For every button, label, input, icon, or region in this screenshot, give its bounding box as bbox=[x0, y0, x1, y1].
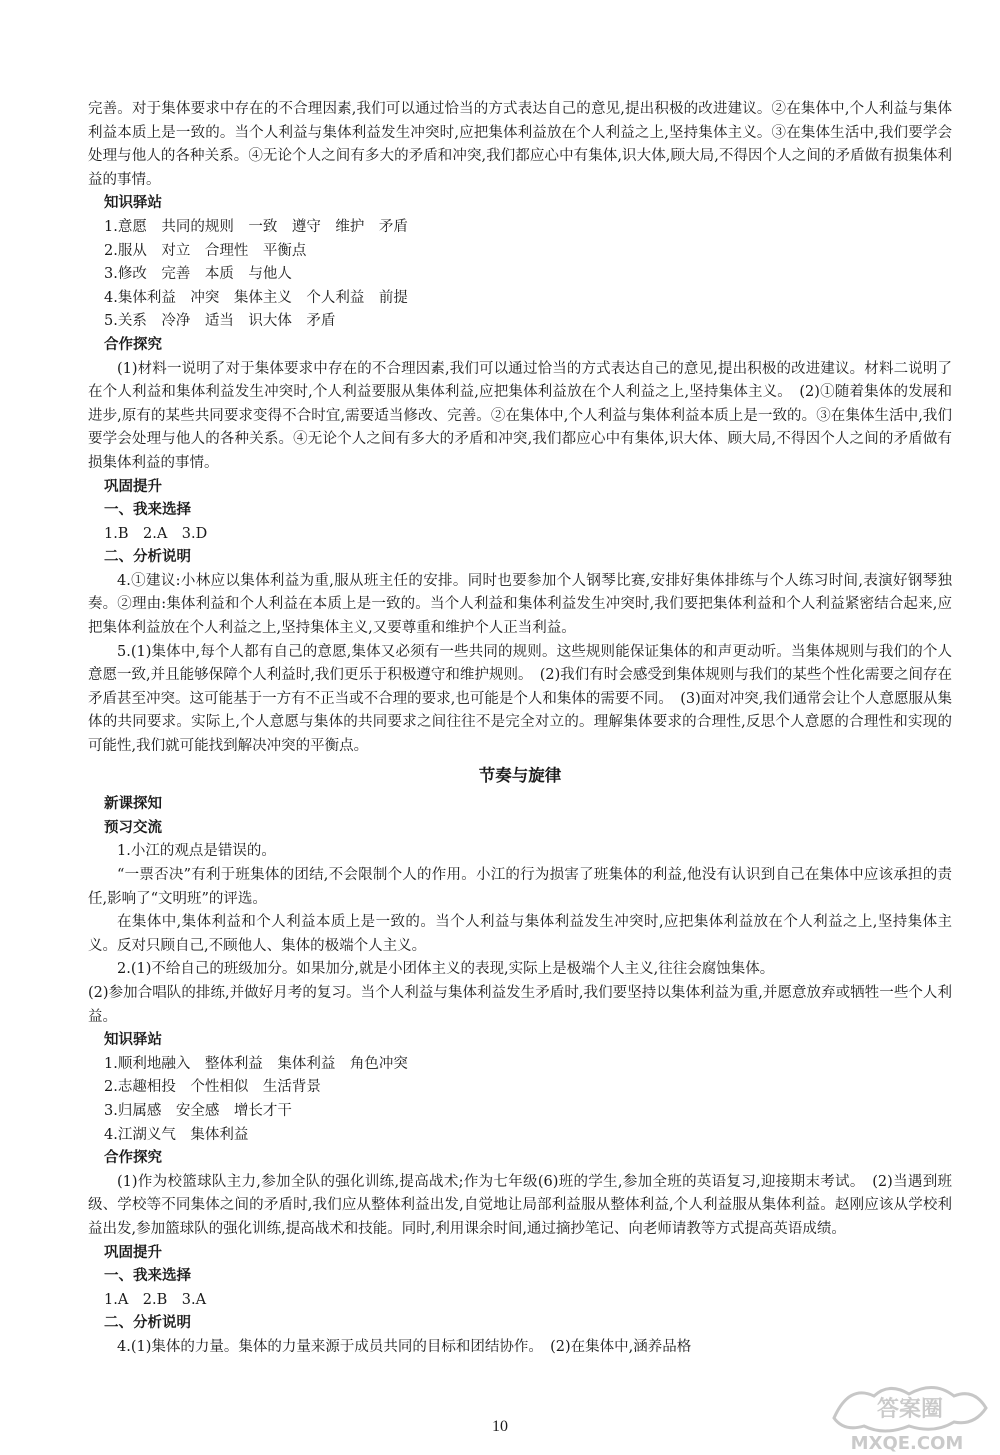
knowledge-item: 3.修改 完善 本质 与他人 bbox=[104, 266, 292, 283]
knowledge-heading: 知识驿站 bbox=[104, 195, 162, 212]
knowledge-item: 2.志趣相投 个性相似 生活背景 bbox=[104, 1079, 321, 1096]
intro-paragraph: 完善。对于集体要求中存在的不合理因素,我们可以通过恰当的方式表达自己的意见,提出积极的改进建议。②在集体中,个人利益与集体利益本质上是一致的。当个人利益与集体利益发生冲突时,应把集体利益放在个人利益之上,坚持集体主义。③在集体生活中,我们要学会处理与他人的各种关系。④无论个人之间有多大的矛盾和冲突,我们都应心中有集体,识大体,顾大局,不得因个人之间的矛盾做有损集体利益的事情。 bbox=[88, 101, 952, 188]
knowledge-item: 3.归属感 安全感 增长才干 bbox=[104, 1102, 292, 1119]
cooperation-heading: 合作探究 bbox=[104, 336, 162, 353]
knowledge-item: 1.顺利地融入 整体利益 集体利益 角色冲突 bbox=[104, 1055, 408, 1072]
new-lesson-heading: 新课探知 bbox=[104, 796, 162, 813]
knowledge-item: 4.集体利益 冲突 集体主义 个人利益 前提 bbox=[104, 289, 408, 306]
knowledge-item: 5.关系 冷净 适当 识大体 矛盾 bbox=[104, 313, 336, 330]
document-body bbox=[88, 98, 952, 1359]
watermark-url: MXQE.COM bbox=[850, 1433, 964, 1454]
preview-heading: 预习交流 bbox=[104, 819, 162, 836]
analysis-paragraph: 4.①建议:小林应以集体利益为重,服从班主任的安排。同时也要参加个人钢琴比赛,安排好集体排练与个人练习时间,表演好钢琴独奏。②理由:集体利益和个人利益在本质上是一致的。当个人利益和集体利益发生冲突时,我们要把集体利益和个人利益紧密结合起来,应把集体利益放在个人利益之上,坚持集体主义,又要尊重和维护个人正当利益。 bbox=[88, 572, 952, 637]
section-title: 节奏与旋律 bbox=[478, 765, 562, 785]
consolidate-heading: 巩固提升 bbox=[104, 478, 162, 495]
consolidate-heading: 巩固提升 bbox=[104, 1244, 162, 1261]
preview-paragraph: 在集体中,集体利益和个人利益本质上是一致的。当个人利益与集体利益发生冲突时,应把集体利益放在个人利益之上,坚持集体主义。反对只顾自己,不顾他人、集体的极端个人主义。 bbox=[88, 914, 952, 954]
knowledge-item: 1.意愿 共同的规则 一致 遵守 维护 矛盾 bbox=[104, 218, 408, 235]
analysis-paragraph: 4.(1)集体的力量。集体的力量来源于成员共同的目标和团结协作。 (2)在集体中,涵养品格 bbox=[117, 1338, 692, 1355]
analysis-heading: 二、分析说明 bbox=[104, 549, 191, 566]
page-number: 10 bbox=[492, 1418, 508, 1435]
cooperation-paragraph: (1)材料一说明了对于集体要求中存在的不合理因素,我们可以通过恰当的方式表达自己的意见,提出积极的改进建议。材料二说明了在个人利益和集体利益发生冲突时,个人利益要服从集体利益,应把集体利益放在个人利益之上,坚持集体主义。 (2)①随着集体的发展和进步,原有的某些共同要求变得不合时宜,需要适当修改、完善。②在集体中,个人利益与集体利益本质上是一致的。③在集体生活中,我们要学会处理与他人的各种关系。④无论个人之间有多大的矛盾和冲突,我们都应心中有集体,识大体、顾大局,不得因个人之间的矛盾做有损集体利益的事情。 bbox=[88, 360, 952, 471]
analysis-heading: 二、分析说明 bbox=[104, 1315, 191, 1332]
analysis-paragraph: 5.(1)集体中,每个人都有自己的意愿,集体又必须有一些共同的规则。这些规则能保证集体的和声更动听。当集体规则与我们的个人意愿一致,并且能够保障个人利益时,我们更乐于积极遵守和维护规则。 (2)我们有时会感受到集体规则与我们的某些个性化需要之间存在矛盾甚至冲突。这可能基于一方有不正当或不合理的要求,也可能是个人和集体的需要不同。 (3)面对冲突,我们通常会让个人意愿服从集体的共同要求。实际上,个人意愿与集体的共同要求之间往往不是完全对立的。理解集体要求的合理性,反思个人意愿的合理性和实现的可能性,我们就可能找到解决冲突的平衡点。 bbox=[88, 643, 952, 755]
choice-heading: 一、我来选择 bbox=[104, 1268, 191, 1285]
choice-heading: 一、我来选择 bbox=[104, 502, 191, 519]
watermark-text: 答案圈 bbox=[876, 1397, 944, 1422]
knowledge-item: 4.江湖义气 集体利益 bbox=[104, 1126, 249, 1143]
preview-paragraph: 2.(1)不给自己的班级加分。如果加分,就是小团体主义的表现,实际上是极端个人主义,往往会腐蚀集体。 bbox=[117, 961, 775, 978]
cooperation-heading: 合作探究 bbox=[104, 1150, 162, 1167]
preview-paragraph: “一票否决”有利于班集体的团结,不会限制个人的作用。小江的行为损害了班集体的利益,他没有认识到自己在集体中应该承担的责任,影响了“文明班”的评选。 bbox=[88, 867, 952, 907]
preview-paragraph: 1.小江的观点是错误的。 bbox=[117, 843, 276, 860]
knowledge-heading: 知识驿站 bbox=[104, 1032, 162, 1049]
choice-answers: 1.A 2.B 3.A bbox=[104, 1291, 207, 1308]
watermark-logo-icon bbox=[814, 1374, 1000, 1455]
preview-paragraph: (2)参加合唱队的排练,并做好月考的复习。当个人利益与集体利益发生矛盾时,我们要坚持以集体利益为重,并愿意放弃或牺牲一些个人利益。 bbox=[88, 984, 952, 1025]
cooperation-paragraph: (1)作为校篮球队主力,参加全队的强化训练,提高战术;作为七年级(6)班的学生,参加全班的英语复习,迎接期末考试。 (2)当遇到班级、学校等不同集体之间的矛盾时,我们应从整体利益出发,自觉地让局部利益服从整体利益,个人利益服从集体利益。赵刚应该从学校利益出发,参加篮球队的强化训练,提高战术和技能。同时,利用课余时间,通过摘抄笔记、向老师请教等方式提高英语成绩。 bbox=[88, 1173, 952, 1237]
knowledge-item: 2.服从 对立 合理性 平衡点 bbox=[104, 242, 307, 259]
choice-answers: 1.B 2.A 3.D bbox=[104, 525, 208, 542]
